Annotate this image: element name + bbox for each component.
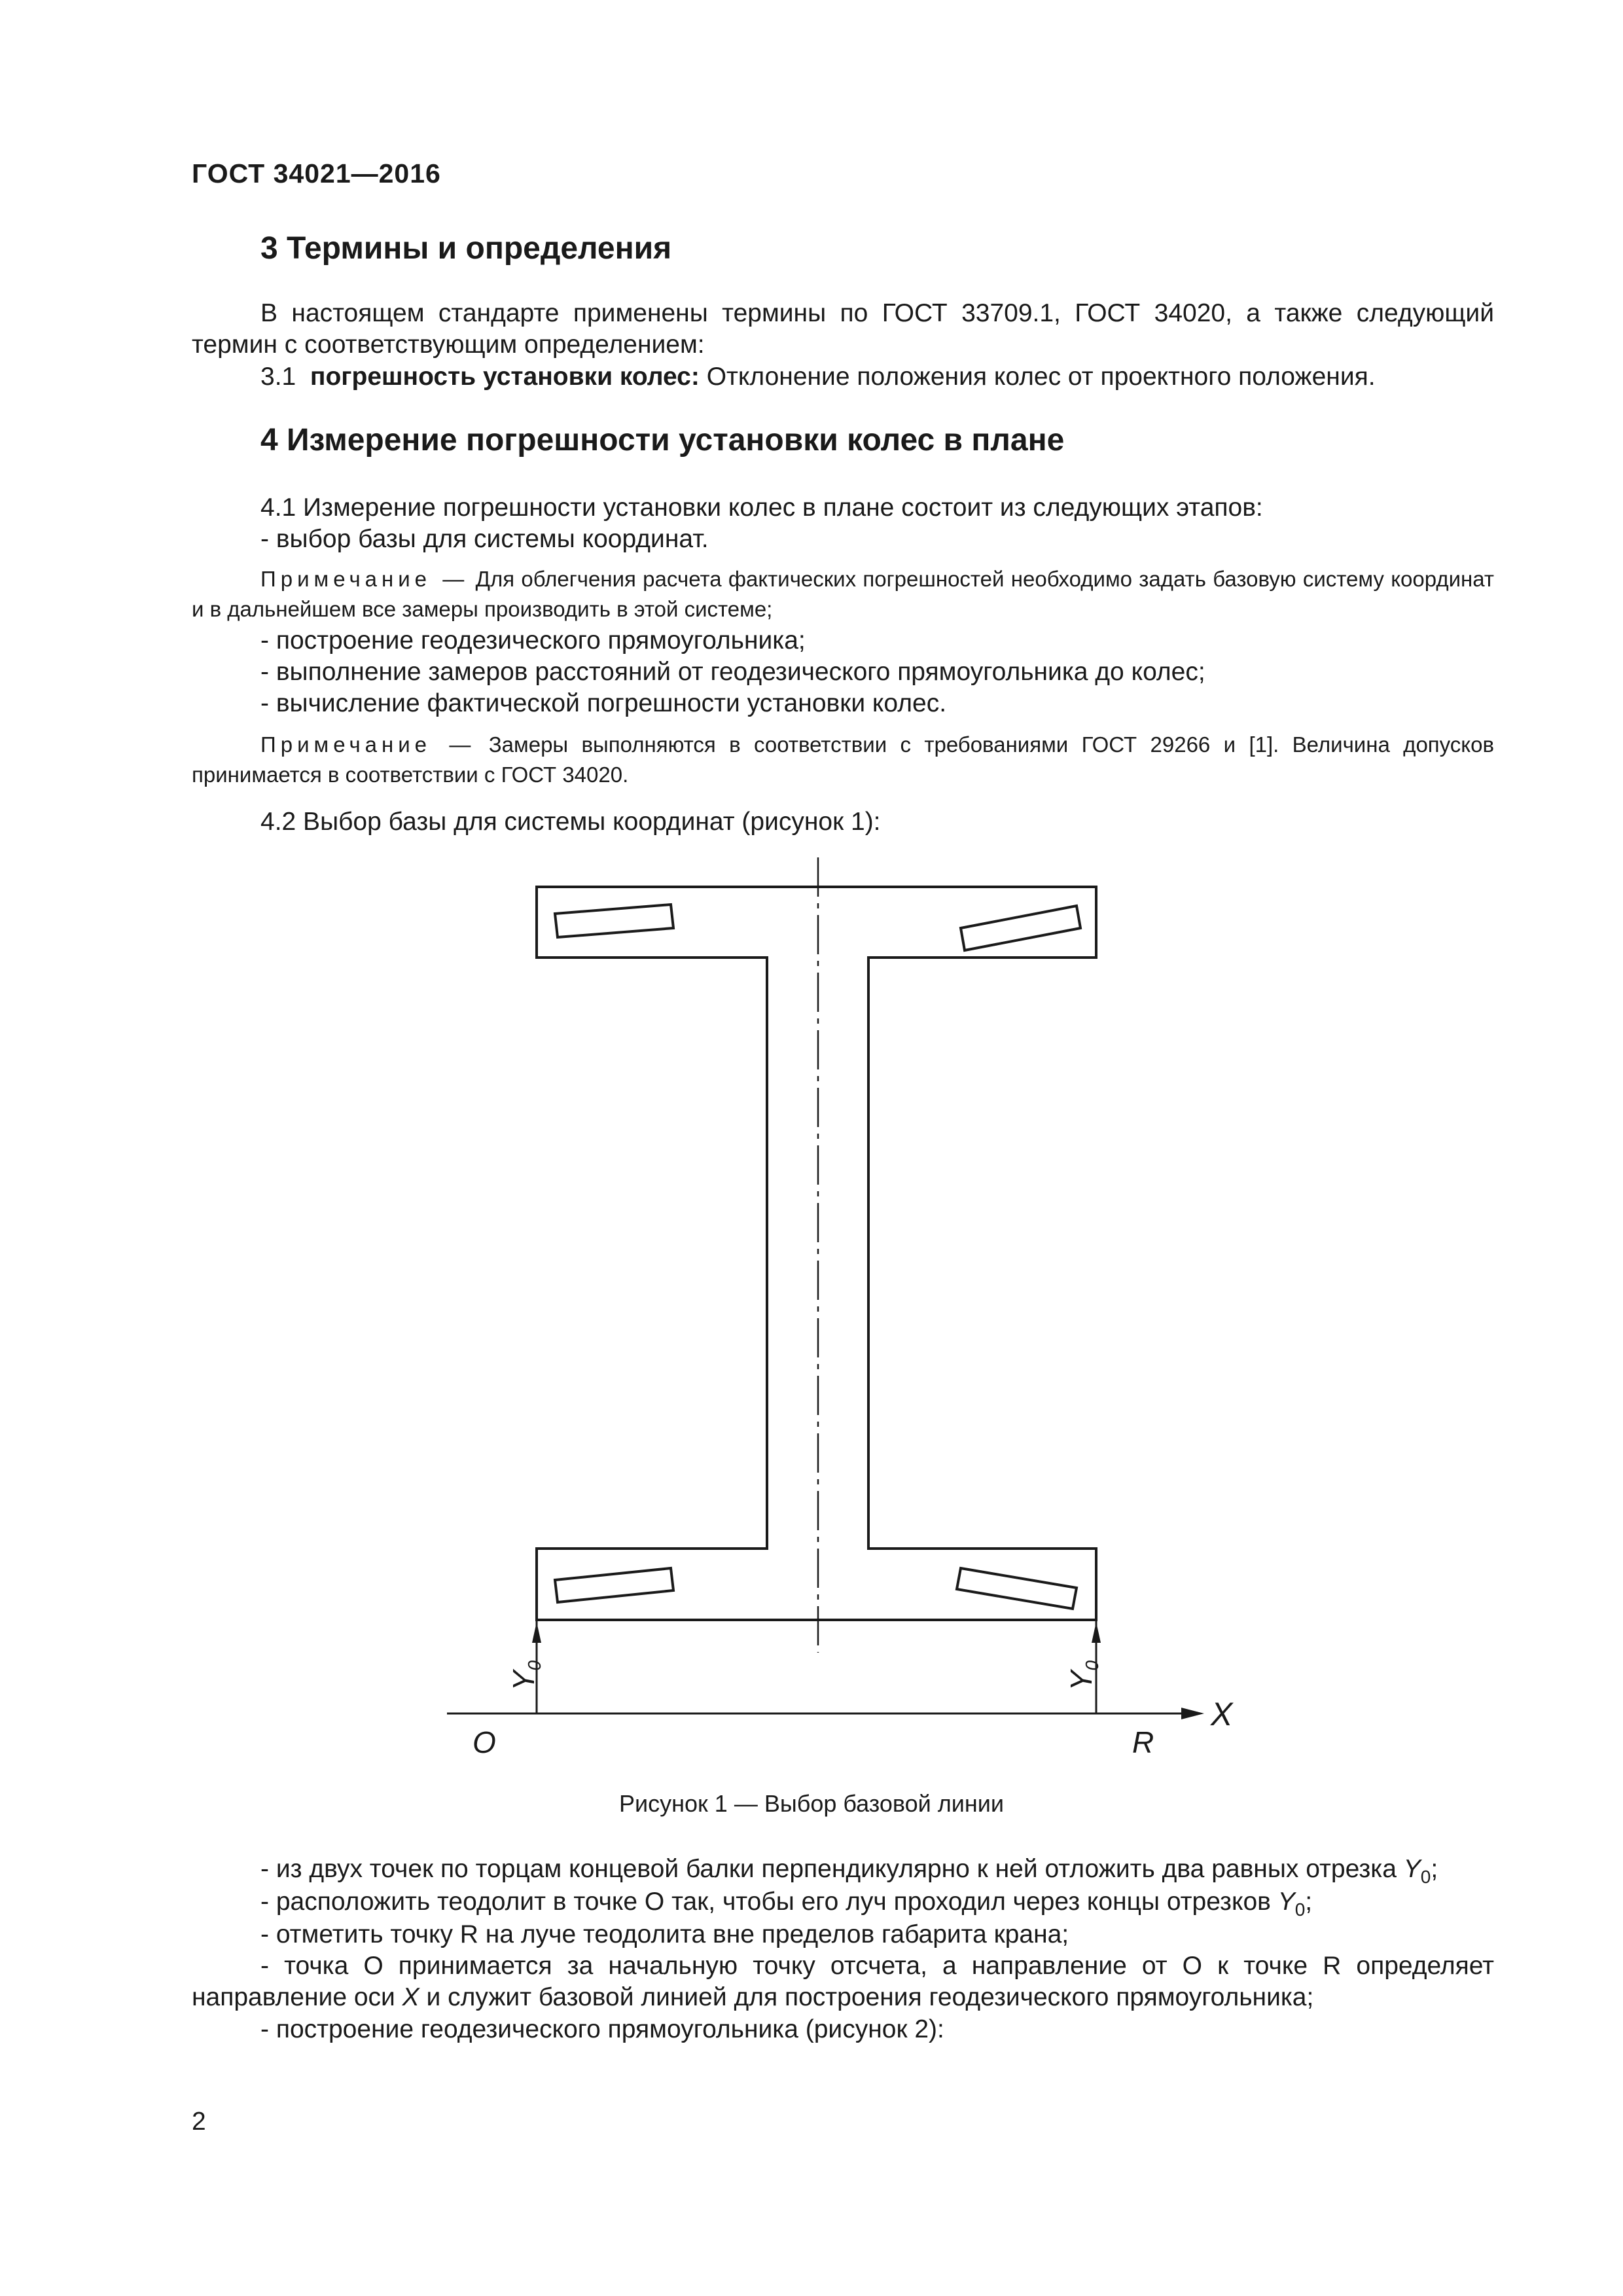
note-2-text: Замеры выполняются в соответствии с требованиями ГОСТ 29266 и [1]. Величина допусков принимается в соответствии с ГОСТ 34020. [192, 732, 1494, 787]
y0-left-arrow [532, 1622, 541, 1643]
label-axis-x: X [1211, 1696, 1233, 1732]
figure-1-caption: Рисунок 1 — Выбор базовой линии [619, 1790, 1004, 1817]
y0-right-arrow [1092, 1622, 1101, 1643]
wheel-top-right [961, 906, 1080, 950]
term-definition: Отклонение положения колес от проектного положения. [706, 363, 1376, 391]
section-3-intro: В настоящем стандарте применены термины по ГОСТ 33709.1, ГОСТ 34020, а также следующий термин с соответствующим определением: [192, 299, 1494, 359]
paragraph-4-2: 4.2 Выбор базы для системы координат (рисунок 1): [260, 808, 881, 836]
list-item-base-selection: - выбор базы для системы координат. [260, 525, 709, 553]
wheel-bottom-left [555, 1568, 673, 1602]
term-number: 3.1 [260, 363, 296, 391]
list-item-calculation: - вычисление фактической погрешности установки колес. [260, 689, 947, 717]
note-1-label: Примечание — [260, 567, 469, 591]
note-1-text: Для облегчения расчета фактических погрешностей необходимо задать базовую систему координат и в дальнейшем все замеры производить в этой системе; [192, 567, 1494, 621]
wheel-bottom-right [957, 1568, 1077, 1609]
page-number: 2 [192, 2108, 206, 2136]
label-y0-right: $Y_0$ [1064, 1660, 1103, 1691]
term-name: погрешность установки колес: [310, 363, 700, 391]
document-code-header: ГОСТ 34021—2016 [192, 158, 441, 188]
label-point-o: O [473, 1725, 496, 1759]
instruction-4: - точка О принимается за начальную точку отсчета, а направление от О к точке R определяет направление оси X и служит базовой линией для построения геодезического прямоугольника; [192, 1952, 1494, 2011]
instruction-1: - из двух точек по торцам концевой балки перпендикулярно к ней отложить два равных отрезка $Y_0$; [260, 1855, 1438, 1887]
crane-outline-group [537, 887, 1096, 1620]
paragraph-4-1: 4.1 Измерение погрешности установки колес в плане состоит из следующих этапов: [260, 493, 1263, 522]
list-item-measurements: - выполнение замеров расстояний от геодезического прямоугольника до колес; [260, 658, 1205, 686]
x-axis-arrow [1181, 1708, 1204, 1719]
crane-outline [537, 887, 1096, 1620]
note-2-label: Примечание — [260, 732, 476, 757]
section-3-title: 3 Термины и определения [260, 231, 672, 266]
wheel-top-left [555, 905, 673, 937]
section-4-title: 4 Измерение погрешности установки колес в плане [260, 423, 1065, 457]
instruction-5: - построение геодезического прямоугольника (рисунок 2): [260, 2015, 944, 2043]
list-item-geodetic-rectangle: - построение геодезического прямоугольника; [260, 626, 806, 655]
label-point-r: R [1132, 1725, 1154, 1759]
instruction-2: - расположить теодолит в точке О так, чтобы его луч проходил через концы отрезков $Y_0$; [260, 1888, 1313, 1920]
label-y0-left: $Y_0$ [507, 1660, 545, 1691]
instruction-3: - отметить точку R на луче теодолита вне пределов габарита крана; [260, 1920, 1069, 1948]
